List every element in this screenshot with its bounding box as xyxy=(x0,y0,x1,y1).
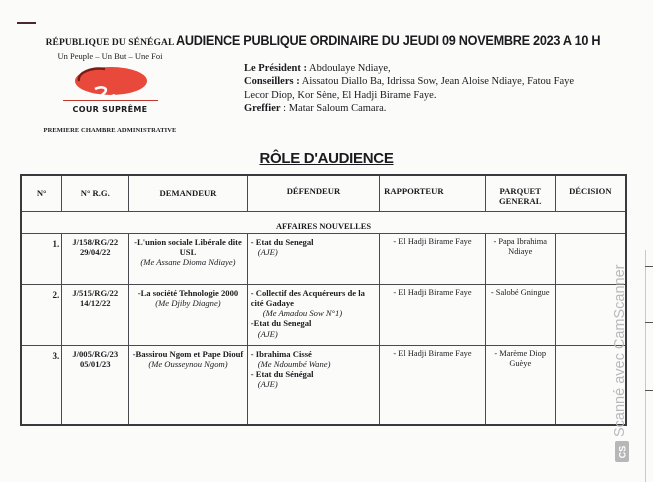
defendant-2-counsel: (AJE) xyxy=(257,379,278,390)
court-name: COUR SUPRÊME xyxy=(72,105,148,114)
hearing-roll-table xyxy=(20,174,627,426)
col-header-rapporteur: RAPPORTEUR xyxy=(380,175,486,211)
plaintiff: -Bassirou Ngom et Pape Diouf xyxy=(132,348,244,359)
plaintiff: -La société Tehnologie 2000 xyxy=(137,287,239,298)
plaintiff-counsel: (Me Assane Dioma Ndiaye) xyxy=(140,257,236,268)
rapporteur-cell: - El Hadji Birame Faye xyxy=(380,284,486,345)
badge-text: CS xyxy=(616,445,627,458)
clerk-label: Greffier xyxy=(244,102,281,114)
court-composition xyxy=(244,62,574,115)
defendant-2-counsel: (AJE) xyxy=(257,328,278,339)
table-header-row xyxy=(21,175,626,211)
plaintiff-counsel: (Me Ousseynou Ngom) xyxy=(148,358,228,369)
court-logo-icon xyxy=(55,67,165,99)
page-edge xyxy=(645,250,646,482)
parquet-cell: - Salobé Gningue xyxy=(485,284,555,345)
plaintiff: -L'union sociale Libérale dite USL xyxy=(134,236,242,257)
defendant-counsel: (AJE) xyxy=(257,246,278,257)
plaintiff-cell xyxy=(129,284,248,345)
defendant-cell xyxy=(247,345,379,425)
defendant: - Etat du Senegal xyxy=(250,236,314,247)
defendant: - Ibrahima Cissé xyxy=(250,348,312,359)
col-header-plaintiff: DEMANDEUR xyxy=(129,175,248,211)
table-row xyxy=(21,284,626,345)
rg-date: 05/01/23 xyxy=(79,358,111,369)
case-rg xyxy=(62,345,129,425)
plaintiff-cell xyxy=(129,233,248,284)
rg-date: 29/04/22 xyxy=(79,246,111,257)
table-row xyxy=(21,233,626,284)
section-row xyxy=(21,211,626,233)
col-header-rg: N° R.G. xyxy=(62,175,129,211)
chamber-name: PREMIERE CHAMBRE ADMINISTRATIVE xyxy=(43,127,177,134)
national-motto: Un Peuple – Un But – Une Foi xyxy=(57,51,163,61)
president-label: Le Président : xyxy=(244,63,307,74)
institution-header xyxy=(40,38,180,134)
counsellors-label: Conseillers : xyxy=(244,76,300,88)
case-number: 1. xyxy=(21,233,62,284)
defendant-2: - Etat du Sénégal xyxy=(250,369,314,380)
section-label: AFFAIRES NOUVELLES xyxy=(21,211,626,233)
clerk-line xyxy=(244,102,574,115)
scanner-watermark xyxy=(612,245,632,445)
parquet-line-2: GENERAL xyxy=(498,196,542,206)
col-header-defendant: DÉFENDEUR xyxy=(247,175,379,211)
plaintiff-cell xyxy=(129,345,248,425)
rapporteur-cell: - El Hadji Birame Faye xyxy=(380,233,486,284)
rg-date: 14/12/22 xyxy=(79,297,111,308)
col-header-num: N° xyxy=(21,175,62,211)
counsellors-line xyxy=(244,75,574,88)
page-mark xyxy=(17,22,36,24)
counsellors-line-2: Lecor Diop, Kor Sène, El Hadji Birame Faye. xyxy=(244,89,437,101)
hearing-title: AUDIENCE PUBLIQUE ORDINAIRE DU JEUDI 09 NOVEMBRE 2023 A 10 H xyxy=(176,33,601,48)
defendant-2: -Etat du Senegal xyxy=(250,318,312,329)
case-number: 2. xyxy=(21,284,62,345)
defendant-counsel: (Me Ndoumbé Wane) xyxy=(257,358,331,369)
page-edge-tick xyxy=(645,390,653,391)
counsellors-names: Aissatou Diallo Ba, Idrissa Sow, Jean Aloise Ndiaye, Fatou Faye xyxy=(299,76,575,88)
rg-number: J/158/RG/22 xyxy=(72,236,119,247)
page-edge-tick xyxy=(645,266,653,267)
rapporteur-cell: - El Hadji Birame Faye xyxy=(380,345,486,425)
defendant-counsel: (Me Amadou Sow N°1) xyxy=(262,308,343,319)
case-number: 3. xyxy=(21,345,62,425)
watermark-text: Scanné avec CamScanner xyxy=(612,264,628,437)
plaintiff-counsel: (Me Djiby Diagne) xyxy=(155,297,221,308)
logo-divider xyxy=(63,100,158,101)
republic-name: RÉPUBLIQUE DU SÉNÉGAL xyxy=(45,38,175,48)
president-line xyxy=(244,62,574,75)
col-header-parquet xyxy=(485,175,555,211)
col-header-decision: DÉCISION xyxy=(555,175,626,211)
role-title: RÔLE D'AUDIENCE xyxy=(259,150,394,167)
defendant-cell xyxy=(247,233,379,284)
president-name: Abdoulaye Ndiaye, xyxy=(307,63,391,74)
parquet-line-1: PARQUET xyxy=(499,186,541,196)
table-row xyxy=(21,345,626,425)
case-rg xyxy=(62,233,129,284)
case-rg xyxy=(62,284,129,345)
rg-number: J/005/RG/23 xyxy=(72,348,119,359)
camscanner-badge-icon xyxy=(615,441,629,462)
rg-number: J/515/RG/22 xyxy=(72,287,119,298)
defendant-cell xyxy=(247,284,379,345)
clerk-name: : Matar Saloum Camara. xyxy=(280,102,387,114)
parquet-cell: - Marème Diop Guèye xyxy=(485,345,555,425)
defendant: - Collectif des Acquéreurs de la cité Gadaye xyxy=(250,287,365,308)
page-edge-tick xyxy=(645,322,653,323)
parquet-cell: - Papa Ibrahima Ndiaye xyxy=(485,233,555,284)
